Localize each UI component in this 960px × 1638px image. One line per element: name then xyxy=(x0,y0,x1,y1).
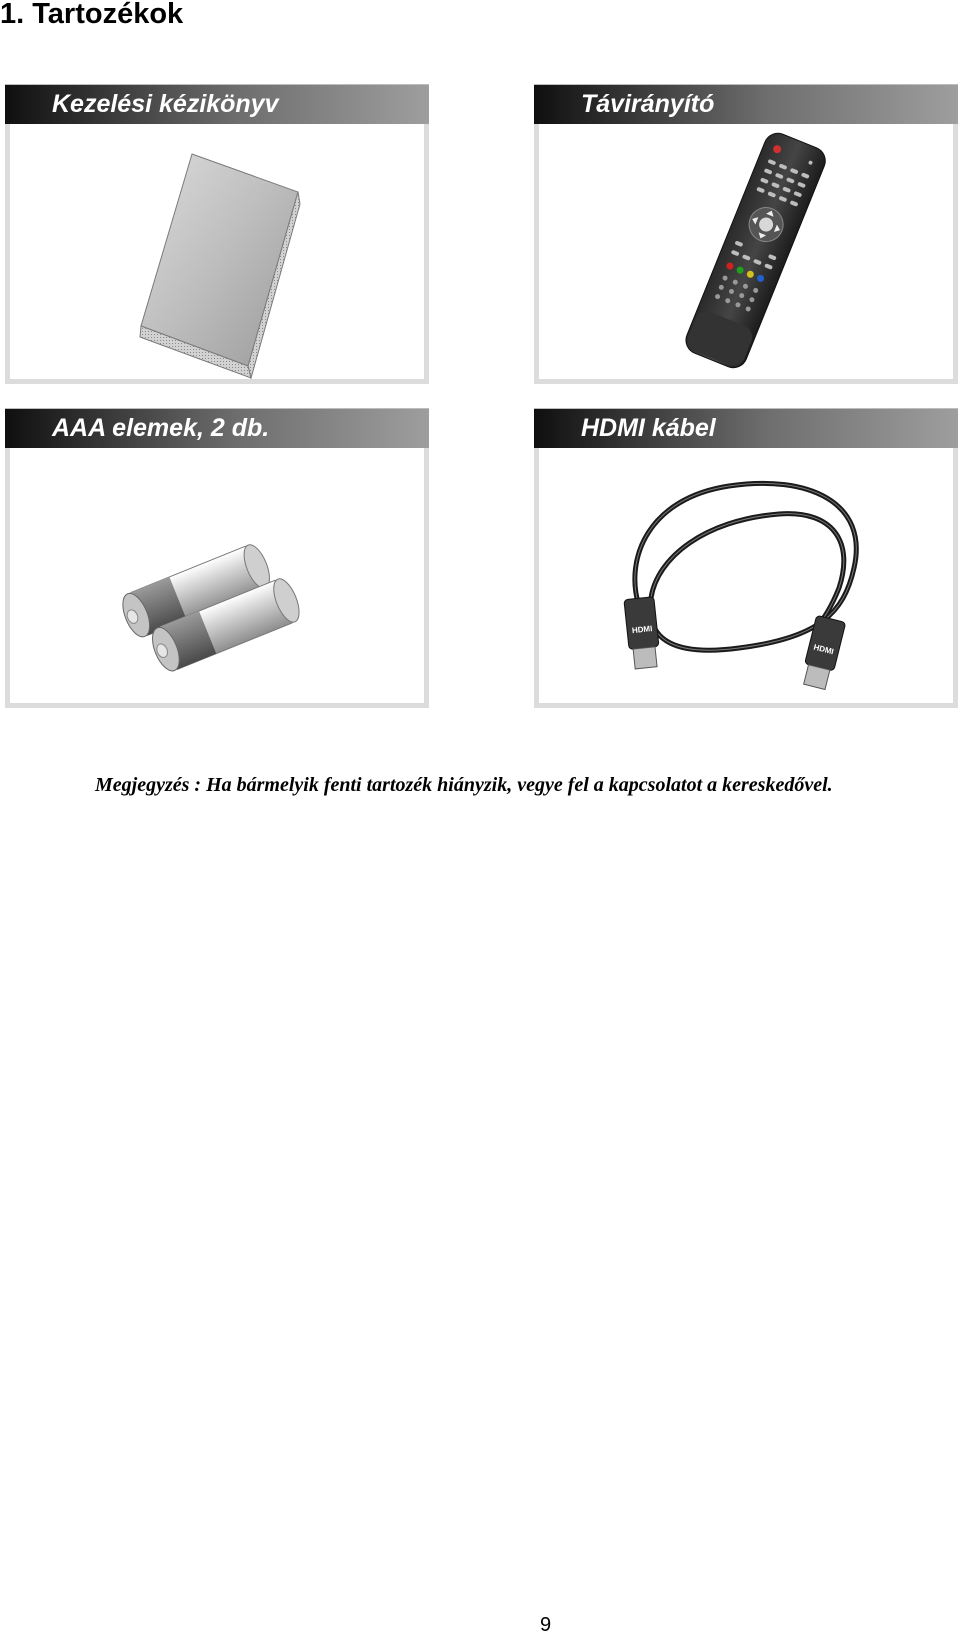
accessory-card-batteries xyxy=(5,408,429,708)
accessory-card-manual xyxy=(5,84,429,384)
accessory-label: Távirányító xyxy=(581,90,715,118)
hdmi-connector-label: HDMI xyxy=(631,624,653,636)
hdmi-connector-label: HDMI xyxy=(812,642,835,657)
accessory-header xyxy=(5,408,429,448)
section-title: 1. Tartozékok xyxy=(0,0,184,30)
accessory-card-remote xyxy=(534,84,958,384)
accessory-header xyxy=(534,408,958,448)
accessory-card-hdmi xyxy=(534,408,958,708)
missing-accessory-note: Megjegyzés : Ha bármelyik fenti tartozék hiányzik, vegye fel a kapcsolatot a kereskedővel. xyxy=(95,774,833,796)
accessory-header xyxy=(5,84,429,124)
page-number: 9 xyxy=(540,1614,552,1636)
accessory-header xyxy=(534,84,958,124)
hdmi-cable-icon xyxy=(539,448,953,703)
accessory-label: Kezelési kézikönyv xyxy=(52,90,279,118)
remote-control-icon xyxy=(539,124,953,379)
accessory-label: AAA elemek, 2 db. xyxy=(52,414,270,442)
accessory-label: HDMI kábel xyxy=(581,414,716,442)
manual-book-icon xyxy=(10,124,424,379)
batteries-icon xyxy=(10,448,424,703)
